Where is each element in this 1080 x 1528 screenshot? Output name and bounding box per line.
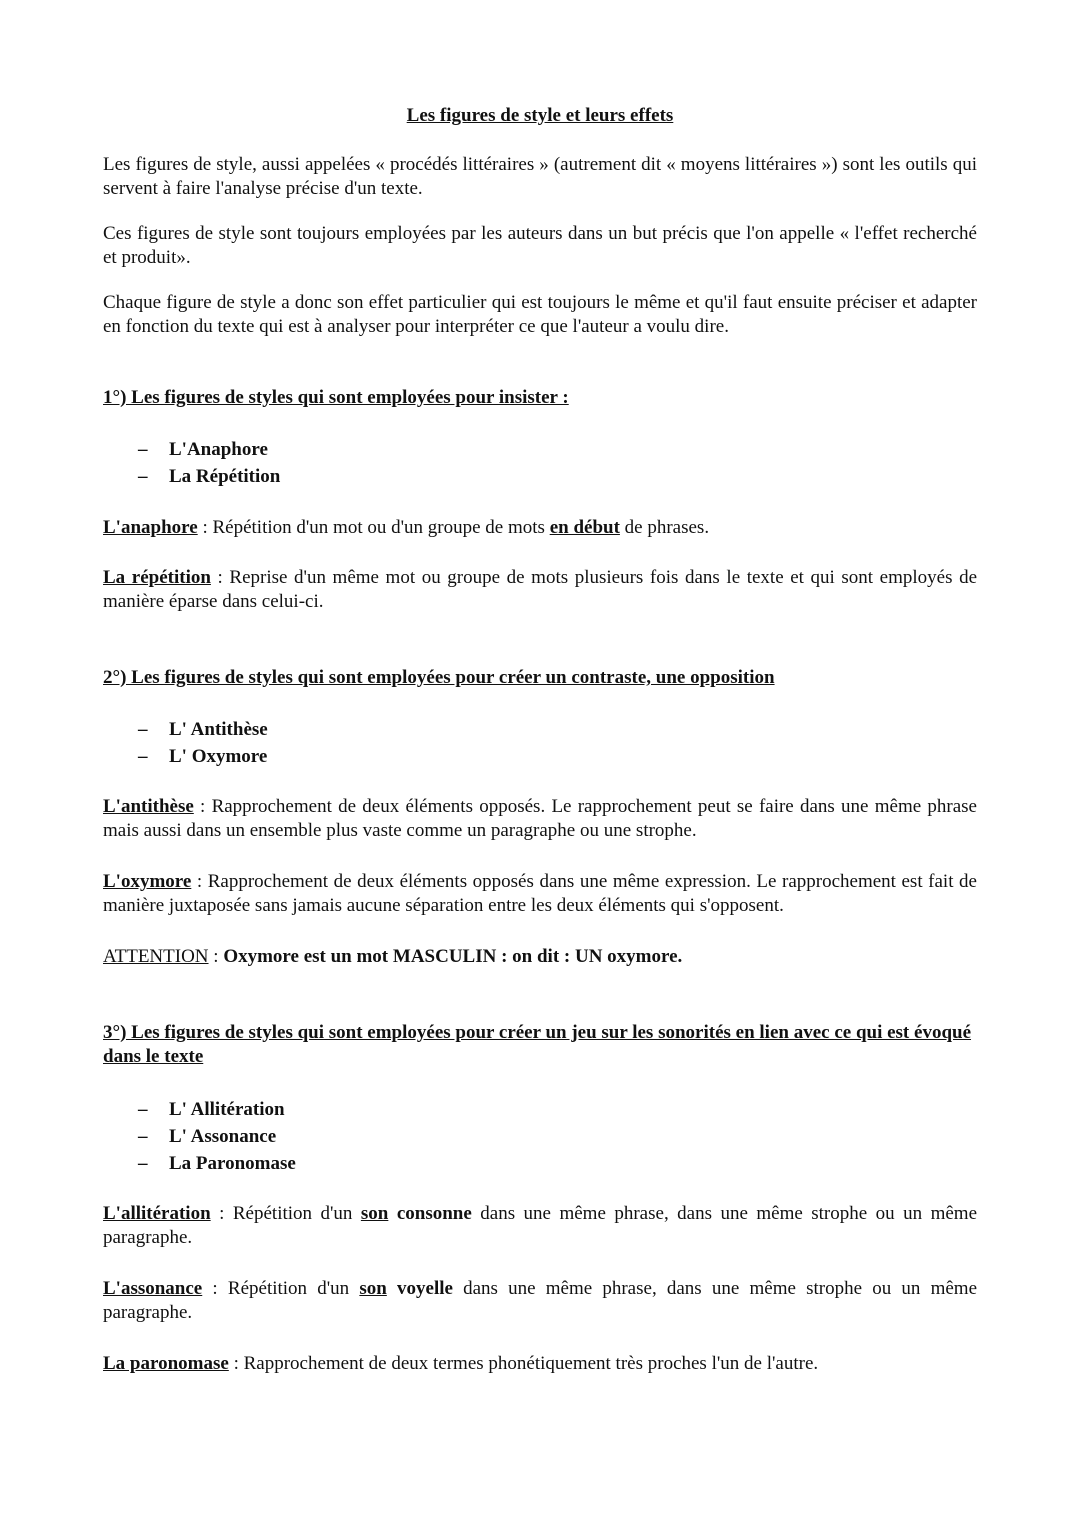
definition-term: L'anaphore	[103, 517, 198, 538]
section-3-list	[138, 1096, 296, 1177]
definition-paronomase: La paronomase : Rapprochement de deux termes phonétiquement très proches l'un de l'autre.	[103, 1353, 819, 1374]
list-dash: –	[138, 719, 148, 740]
attention-note: ATTENTION : Oxymore est un mot MASCULIN : on dit : UN oxymore.	[103, 946, 683, 967]
list-item: – La Paronomase	[138, 1150, 296, 1177]
definition-term: La paronomase	[103, 1353, 229, 1374]
section-3-heading: 3°) Les figures de styles qui sont employées pour créer un jeu sur les sonorités en lien avec ce qui est évoqué dans le texte	[103, 1022, 972, 1067]
intro-paragraph-1: Les figures de style, aussi appelées « procédés littéraires » (autrement dit « moyens littéraires ») sont les outils qui servent à faire l'analyse précise d'un texte.	[103, 154, 977, 199]
list-item: – L' Allitération	[138, 1096, 296, 1123]
definition-term: La répétition	[103, 567, 211, 588]
list-dash: –	[138, 439, 148, 460]
list-dash: –	[138, 1126, 148, 1147]
definition-antithese: L'antithèse : Rapprochement de deux éléments opposés. Le rapprochement peut se faire dans une même phrase mais aussi dans un ensemble plus vaste comme un paragraphe ou une strophe.	[103, 796, 977, 841]
section-2-list	[138, 716, 268, 770]
list-dash: –	[138, 1153, 148, 1174]
emphasis: son	[360, 1203, 389, 1224]
emphasis: voyelle	[386, 1278, 453, 1299]
definition-term: L'oxymore	[103, 871, 192, 892]
section-1-heading: 1°) Les figures de styles qui sont employées pour insister :	[103, 387, 569, 408]
intro-paragraph-3: Chaque figure de style a donc son effet particulier qui est toujours le même et qu'il faut ensuite préciser et adapter en fonction du texte qui est à analyser pour interpréter ce que l'auteur a voulu dire.	[103, 292, 977, 337]
definition-anaphore: L'anaphore : Répétition d'un mot ou d'un groupe de mots en début de phrases.	[103, 517, 710, 538]
list-dash: –	[138, 746, 148, 767]
list-item: – L' Assonance	[138, 1123, 296, 1150]
definition-term: L'allitération	[103, 1203, 211, 1224]
list-item: – L'Anaphore	[138, 436, 280, 463]
list-item: – La Répétition	[138, 463, 280, 490]
emphasis: son	[359, 1278, 387, 1299]
intro-paragraph-2: Ces figures de style sont toujours employées par les auteurs dans un but précis que l'on appelle « l'effet recherché et produit».	[103, 223, 977, 268]
list-item: – L' Oxymore	[138, 743, 268, 770]
definition-alliteration: L'allitération : Répétition d'un son consonne dans une même phrase, dans une même strophe ou un même paragraphe.	[103, 1203, 978, 1248]
list-item: – L' Antithèse	[138, 716, 268, 743]
definition-term: L'assonance	[103, 1278, 203, 1299]
definition-assonance: L'assonance : Répétition d'un son voyelle dans une même phrase, dans une même strophe ou un même paragraphe.	[103, 1278, 978, 1323]
section-1-list	[138, 436, 280, 490]
document-title: Les figures de style et leurs effets	[406, 105, 674, 126]
section-2-heading: 2°) Les figures de styles qui sont employées pour créer un contraste, une opposition	[103, 667, 775, 688]
emphasis: consonne	[388, 1203, 472, 1224]
list-dash: –	[138, 466, 148, 487]
attention-label: ATTENTION	[103, 946, 209, 967]
list-dash: –	[138, 1099, 148, 1120]
definition-repetition: La répétition : Reprise d'un même mot ou groupe de mots plusieurs fois dans le texte et qui sont employés de manière éparse dans celui-ci.	[103, 567, 978, 612]
definition-oxymore: L'oxymore : Rapprochement de deux éléments opposés dans une même expression. Le rapprochement est fait de manière juxtaposée sans jamais aucune séparation entre les deux éléments qui s'opposent.	[103, 871, 977, 916]
definition-term: L'antithèse	[103, 796, 194, 817]
emphasis: en début	[549, 517, 620, 538]
